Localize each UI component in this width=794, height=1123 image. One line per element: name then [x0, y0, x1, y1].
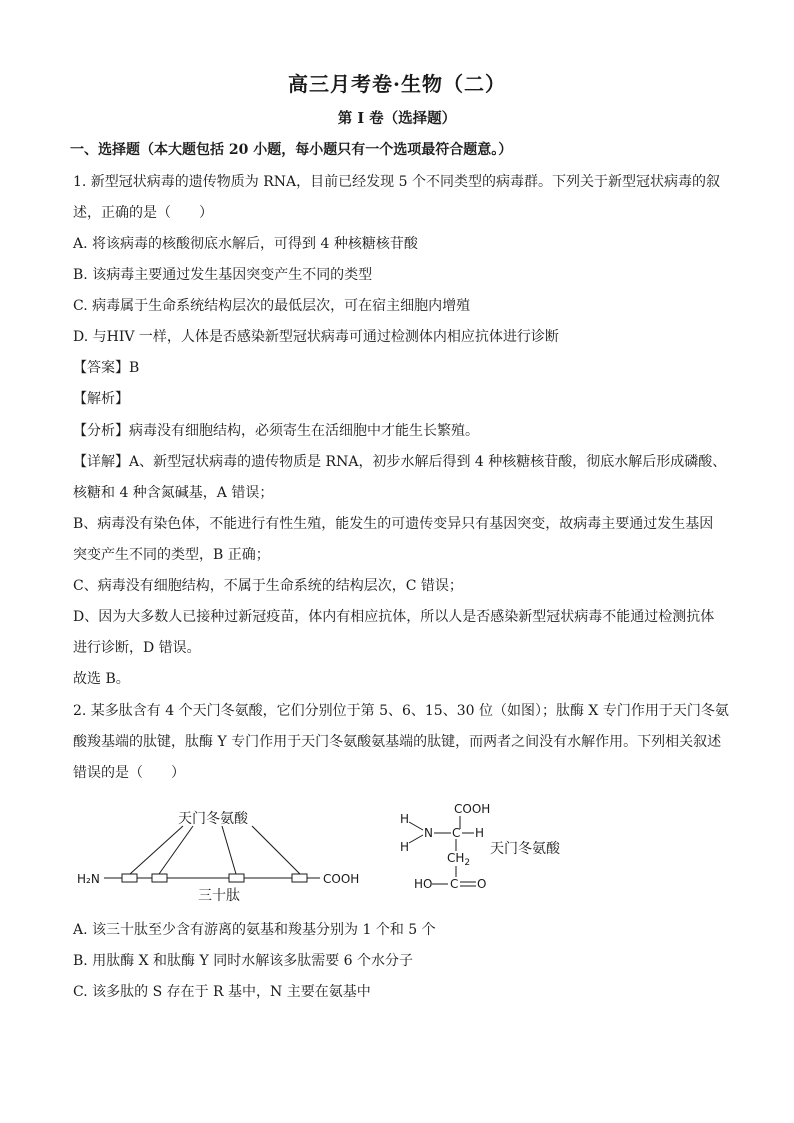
struct-c2: C [450, 877, 459, 891]
q2-option-b: B. 用肽酶 X 和肽酶 Y 同时水解该多肽需要 6 个水分子 [73, 953, 414, 969]
q1-stem-line2: 述，正确的是（ ） [73, 205, 213, 221]
q1-option-c: C. 病毒属于生命系统结构层次的最低层次，可在宿主细胞内增殖 [73, 298, 471, 314]
q1-analysis-line: D、因为大多数人已接种过新冠疫苗，体内有相应抗体，所以人是否感染新型冠状病毒不能通过检测抗体 [73, 609, 715, 625]
aspartate-label: 天门冬氨酸 [178, 811, 248, 827]
struct-h2: H [400, 840, 410, 854]
q1-analysis-tag: 【解析】 [73, 391, 129, 407]
q1-analysis-line: 突变产生不同的类型，B 正确； [73, 547, 270, 563]
q1-option-b: B. 该病毒主要通过发生基因突变产生不同的类型 [73, 267, 373, 283]
struct-name: 天门冬氨酸 [490, 841, 560, 857]
q1-analysis-line: 【详解】A、新型冠状病毒的遗传物质是 RNA，初步水解后得到 4 种核糖核苷酸，彻底水解后形成磷酸、 [73, 454, 727, 470]
aspartate-connectors [130, 826, 300, 874]
q1-analysis-line: 核糖和 4 种含氮碱基，A 错误； [73, 485, 274, 501]
chain-label: 三十肽 [198, 888, 240, 904]
struct-c: C [452, 826, 461, 840]
struct-ch2: $CH_2$ [447, 851, 471, 868]
q2-option-c: C. 该多肽的 S 存在于 R 基中，N 主要在氨基中 [73, 984, 371, 1000]
q2-stem-line: 酸羧基端的肽键，肽酶 Y 专门作用于天门冬氨酸氨基端的肽键，而两者之间没有水解作用。下列相关叙述 [73, 734, 722, 750]
connector-line [130, 826, 183, 874]
q1-analysis-line: 进行诊断，D 错误。 [73, 640, 201, 656]
q1-analysis-line: 【分析】病毒没有细胞结构，必须寄生在活细胞中才能生长繁殖。 [73, 423, 479, 439]
connector-line [222, 826, 236, 874]
aspartate-residue [292, 874, 307, 882]
aspartate-residue [152, 874, 167, 882]
struct-h: H [475, 826, 485, 840]
section-subtitle: 第 I 卷（选择题） [337, 110, 457, 127]
q1-option-d: D. 与HIV 一样，人体是否感染新型冠状病毒可通过检测体内相应抗体进行诊断 [73, 329, 559, 345]
chain-start-label: H₂N [77, 872, 100, 886]
chain-end-label: COOH [323, 872, 360, 886]
struct-cooh: COOH [454, 802, 491, 816]
q2-stem-line: 错误的是（ ） [73, 765, 185, 781]
bond [409, 835, 423, 843]
bond [409, 822, 423, 830]
q1-analysis-line: 故选 B。 [73, 671, 130, 687]
section-heading: 一、选择题（本大题包括 20 小题，每小题只有一个选项最符合题意。） [70, 142, 513, 158]
q1-analysis-line: C、病毒没有细胞结构，不属于生命系统的结构层次，C 错误； [73, 578, 463, 594]
q2-stem-line: 2. 某多肽含有 4 个天门冬氨酸，它们分别位于第 5、6、15、30 位（如图）；肽酶 X 专门作用于天门冬氨 [73, 703, 729, 719]
q1-analysis-line: B、病毒没有染色体，不能进行有性生殖，能发生的可遗传变异只有基因突变，故病毒主要通过发生基因 [73, 516, 714, 532]
aspartate-residue [122, 874, 137, 882]
struct-o: O [477, 877, 487, 891]
struct-h1: H [400, 812, 410, 826]
struct-ho: HO [414, 877, 433, 891]
q1-answer: 【答案】B [73, 360, 140, 376]
connector-line [252, 826, 300, 874]
q2-option-a: A. 该三十肽至少含有游离的氨基和羧基分别为 1 个和 5 个 [73, 922, 436, 938]
connector-line [159, 826, 193, 874]
struct-n: N [424, 826, 433, 840]
q1-stem-line1: 1. 新型冠状病毒的遗传物质为 RNA，目前已经发现 5 个不同类型的病毒群。下列关于新型冠状病毒的叙 [73, 174, 720, 190]
page-title: 高三月考卷·生物（二） [288, 72, 506, 96]
q1-option-a: A. 将该病毒的核酸彻底水解后，可得到 4 种核糖核苷酸 [73, 236, 418, 252]
aspartate-residue [229, 874, 244, 882]
